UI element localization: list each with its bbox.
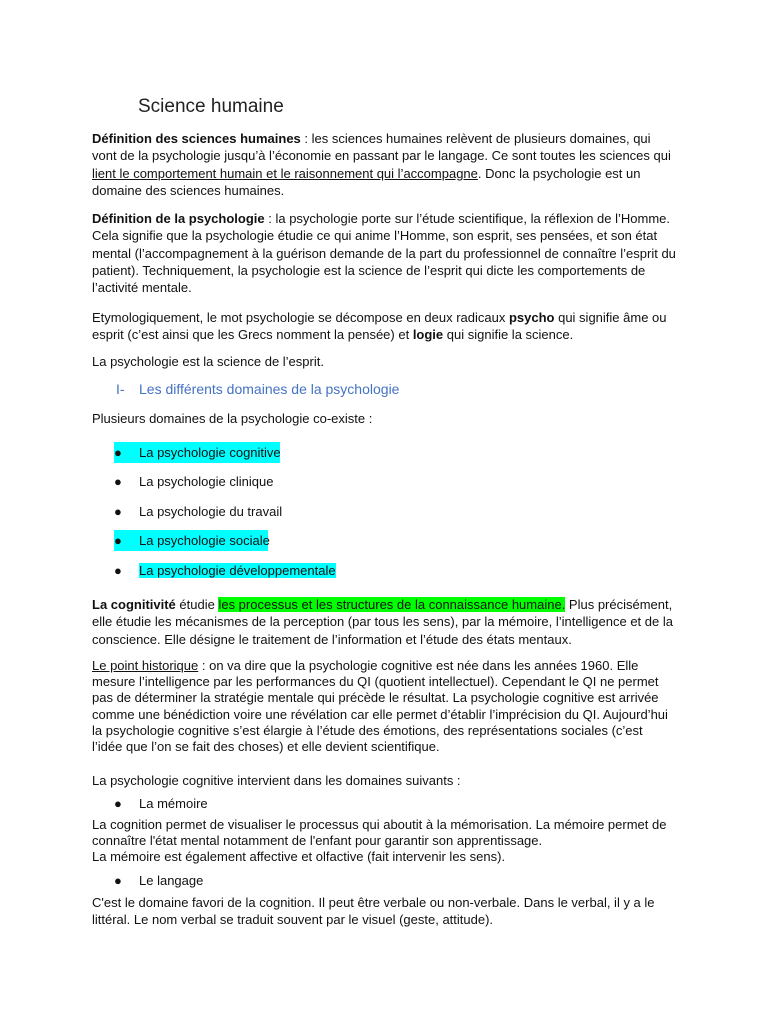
paragraph-langage: C'est le domaine favori de la cognition. Il peut être verbale ou non-verbale. Dans le verbal, il y a le littéral. Le nom verbal se traduit souvent par le visuel (geste, attitude). [92,895,655,928]
list-item: ● Le langage [114,873,204,888]
paragraph-definition-sciences-humaines: Définition des sciences humaines : les sciences humaines relèvent de plusieurs domaines, qui vont de la psychologie jusqu’à l’économie en passant par le langage. Ce sont toutes les sciences qui lient le comportement humain et le raisonnement qui l’accompagne. Donc la psychologie est un domaine des sciences humaines. [92,131,671,198]
paragraph-point-historique: Le point historique : on va dire que la psychologie cognitive est née dans les années 1960. Elle mesure l’intelligence par les performances du QI (quotient intellectuel). Cependant le QI ne permet pas de déterminer la stratégie mentale qui précède le résultat. La psychologie cognitive est arrivée comme une bénédiction voire une révélation car elle permet d’établir l’imprécision du QI. Aujourd’hui la psychologie cognitive s’est élargie à l’étude des émotions, des représentations sociales (c’est l’idée que l’on se fait des choses) et elle devient scientifique. [92,658,668,755]
list-item: ● La psychologie cognitive [114,444,281,461]
document-title: Science humaine [138,96,284,117]
section-title: Les différents domaines de la psychologie [139,381,400,397]
term-label: Définition des sciences humaines [92,131,301,146]
paragraph-definition-psychologie: Définition de la psychologie : la psychologie porte sur l’étude scientifique, la réflexion de l’Homme. Cela signifie que la psychologie étudie ce qui anime l’Homme, son esprit, ses pensées, et son état mental (l’accompagnement à la guérison demande de la part du professionnel de connaître l’esprit du patient). Techniquement, la psychologie est la science de l’esprit qui dicte les comportements de l’activité mentale. [92,211,676,296]
highlighted-phrase: les processus et les structures de la connaissance humaine. [218,597,566,612]
paragraph-science-esprit: La psychologie est la science de l’esprit. [92,354,324,369]
section-number: I- [116,381,125,397]
paragraph-memoire: La cognition permet de visualiser le processus qui aboutit à la mémorisation. La mémoire permet de connaître l'état mental notamment de l'enfant pour garantir son apprentissage. La mémoire est également affective et olfactive (fait intervenir les sens). [92,817,667,865]
list-item: ● La psychologie du travail [114,504,283,519]
paragraph-domains-intro: Plusieurs domaines de la psychologie co-existe : [92,411,373,426]
bullet-dot: ● [114,563,122,578]
paragraph-intervient: La psychologie cognitive intervient dans les domaines suivants : [92,773,461,788]
list-item: ● La psychologie sociale [114,532,270,549]
bullet-dot: ● [114,504,122,519]
paragraph-cognitivite: La cognitivité étudie les processus et les structures de la connaissance humaine. Plus précisément, elle étudie les mécanismes de la perception (par tous les sens), par la mémoire, l’intelligence et de la conscience. Elle désigne le traitement de l’information et l’étude des états mentaux. [92,597,673,647]
underlined-phrase: lient le comportement humain et le raisonnement qui l’accompagne [92,165,478,181]
list-item: ● La psychologie clinique [114,474,274,489]
bullet-dot: ● [114,445,122,460]
list-item: ● La mémoire [114,796,208,811]
section-heading [116,381,399,397]
bullet-dot: ● [114,873,122,888]
bullet-dot: ● [114,796,122,811]
term-label: Définition de la psychologie [92,211,265,226]
list-item: ● La psychologie développementale [114,563,336,578]
paragraph-etymologie: Etymologiquement, le mot psychologie se décompose en deux radicaux psycho qui signifie âme ou esprit (c’est ainsi que les Grecs nomment la pensée) et logie qui signifie la science. [92,310,667,343]
bullet-dot: ● [114,474,122,489]
bullet-dot: ● [114,533,122,548]
